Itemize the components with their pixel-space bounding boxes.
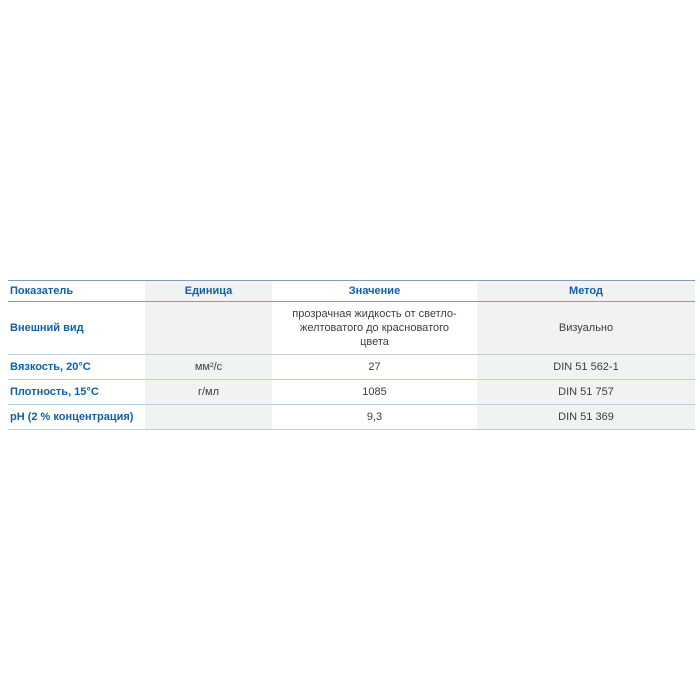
cell-value: 9,3 xyxy=(366,411,383,423)
cell-unit xyxy=(145,405,272,430)
column-header-indicator: Показатель xyxy=(8,281,145,302)
table-row xyxy=(8,380,695,405)
header-row xyxy=(8,281,695,302)
cell-value: 1085 xyxy=(272,380,477,405)
table-row xyxy=(8,302,695,355)
cell-indicator: pH (2 % концентрация) xyxy=(10,411,134,423)
column-header-method: Метод xyxy=(477,281,695,302)
cell-value: прозрачная жидкость от светло-желтоватого до красноватого цвета xyxy=(272,302,477,355)
cell-value: 27 xyxy=(272,355,477,380)
column-header-unit: Единица xyxy=(145,281,272,302)
spec-table xyxy=(8,280,695,430)
cell-indicator: Плотность, 15°C xyxy=(8,380,145,405)
table-header xyxy=(8,281,695,302)
cell-unit xyxy=(145,302,272,355)
cell-method: DIN 51 562-1 xyxy=(477,355,695,380)
cell-unit: мм²/с xyxy=(145,355,272,380)
cell-method: Визуально xyxy=(477,302,695,355)
cell-indicator: Вязкость, 20°C xyxy=(8,355,145,380)
spec-table-container xyxy=(8,280,695,430)
table-row xyxy=(8,355,695,380)
cell-method: DIN 51 757 xyxy=(477,380,695,405)
cell-method: DIN 51 369 xyxy=(477,405,695,430)
cell-unit: г/мл xyxy=(145,380,272,405)
cell-indicator: Внешний вид xyxy=(8,302,145,355)
column-header-value: Значение xyxy=(272,281,477,302)
table-body xyxy=(8,302,695,430)
table-row xyxy=(8,405,695,430)
